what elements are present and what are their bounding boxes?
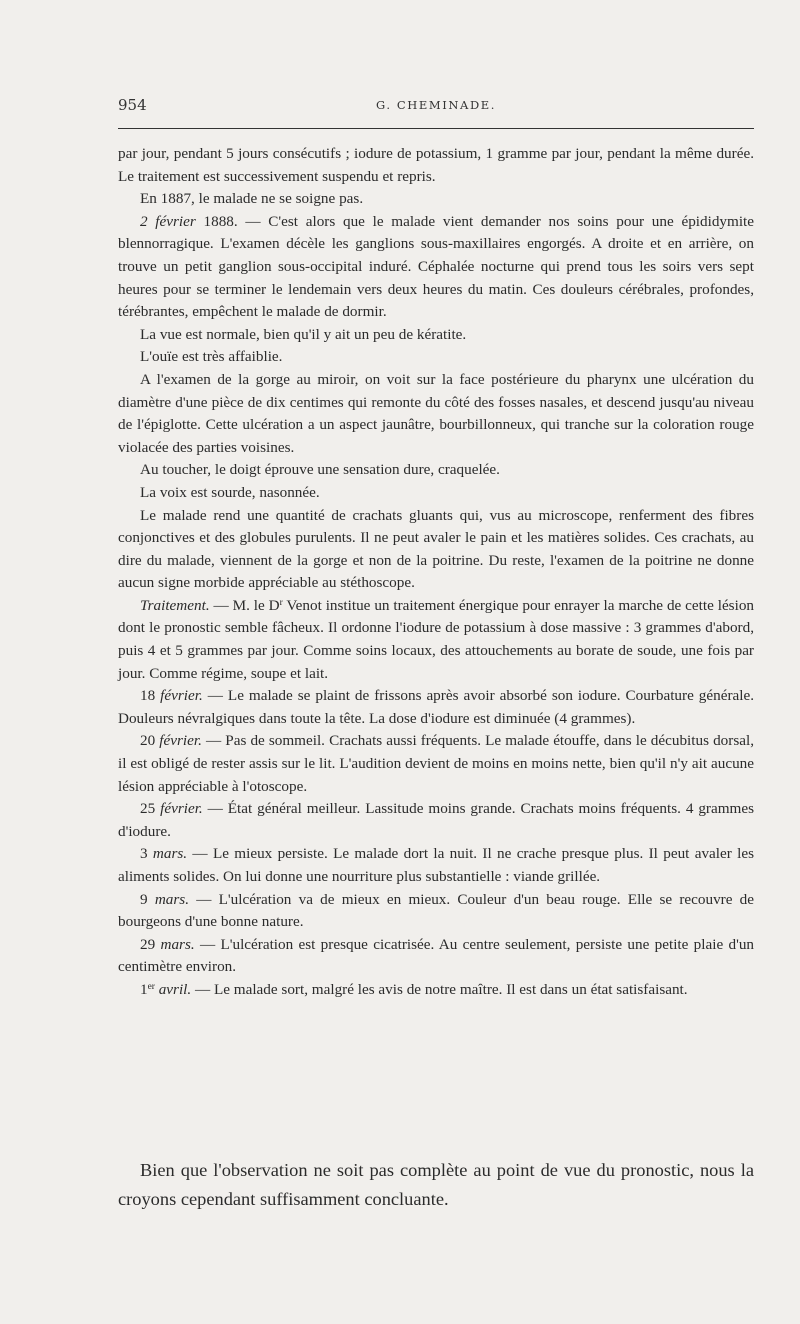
page-header bbox=[118, 96, 754, 120]
paragraph: Traitement. — M. le $D^r$ Venot institue un traitement énergique pour enrayer la marche de cette lésion dont le pronostic semble fâcheux. Il ordonne l'iodure de potassium à dose massive : 3 grammes d'abord, puis 4 et 5 grammes par jour. Comme soins locaux, des attouchements au borate de soude, une fois par jour. Comme régime, soupe et lait. bbox=[118, 596, 755, 682]
date-label: mars. bbox=[154, 890, 190, 908]
paragraph: Au toucher, le doigt éprouve une sensation dure, craquelée. bbox=[140, 461, 500, 479]
date-label: février. bbox=[160, 800, 203, 818]
date-label: mars. bbox=[160, 935, 195, 953]
date-label: avril. bbox=[154, 980, 192, 998]
paragraph: A l'examen de la gorge au miroir, on voit sur la face postérieure du pharynx une ulcération du diamètre d'une pièce de dix centimes qui remonte du côté des fosses nasales, et descend jusqu'au niveau de l'épiglotte. Cette ulcération a un aspect jaunâtre, bourbillonneux, qui tranche sur la coloration rouge violacée des parties voisines. bbox=[118, 370, 754, 456]
paragraph: Le malade rend une quantité de crachats gluants qui, vus au microscope, renferment des fibres conjonctives et des globules purulents. Il ne peut avaler le pain et les matières solides. Ces crachats, au dire du malade, viennent de la gorge et non de la poitrine. Du reste, l'examen de la poitrine ne donne aucun signe morbide appréciable au stéthoscope. bbox=[118, 506, 754, 592]
conclusion-paragraph: Bien que l'observation ne soit pas complète au point de vue du pronostic, nous la croyons cependant suffisamment concluante. bbox=[118, 1160, 754, 1209]
paragraph: 20 février. — Pas de sommeil. Crachats aussi fréquents. Le malade étouffe, dans le décubitus dorsal, il est obligé de rester assis sur le lit. L'audition devient de moins en moins nette, bien qu'il n'y ait aucune lésion appréciable à l'otoscope. bbox=[118, 732, 754, 795]
date-label: 2 février bbox=[140, 212, 196, 230]
header-rule bbox=[118, 128, 754, 129]
date-label: février. bbox=[160, 687, 203, 705]
paragraph: par jour, pendant 5 jours consécutifs ; iodure de potassium, 1 gramme par jour, pendant la même durée. Le traitement est successivement suspendu et repris. bbox=[118, 145, 754, 185]
paragraph: 2 février 1888. — C'est alors que le malade vient demander nos soins pour une épididymite blennorragique. L'examen décèle les ganglions sous-maxillaires engorgés. A droite et en arrière, on trouve un petit ganglion sous-occipital induré. Céphalée nocturne qui prend tous les soirs vers sept heures pour se terminer le lendemain vers deux heures du matin. Ces douleurs cérébrales, profondes, térébrantes, empêchent le malade de dormir. bbox=[118, 212, 754, 321]
paragraph: En 1887, le malade ne se soigne pas. bbox=[140, 190, 364, 208]
running-head: G. CHEMINADE. bbox=[375, 98, 497, 112]
section-label: Traitement. bbox=[140, 596, 210, 614]
paragraph: 1er avril. — Le malade sort, malgré les avis de notre maître. Il est dans un état satisfaisant. bbox=[140, 980, 688, 998]
paragraph: L'ouïe est très affaiblie. bbox=[140, 348, 283, 366]
body-text bbox=[118, 143, 754, 1002]
paragraph: 25 février. — État général meilleur. Lassitude moins grande. Crachats moins fréquents. 4 grammes d'iodure. bbox=[118, 800, 755, 840]
conclusion-text bbox=[118, 1156, 754, 1214]
paragraph: La voix est sourde, nasonnée. bbox=[140, 483, 320, 501]
paragraph: 18 février. — Le malade se plaint de frissons après avoir absorbé son iodure. Courbature générale. Douleurs névralgiques dans toute la tête. La dose d'iodure est diminuée (4 grammes). bbox=[118, 687, 755, 727]
paragraph: 3 mars. — Le mieux persiste. Le malade dort la nuit. Il ne crache presque plus. Il peut avaler les aliments solides. On lui donne une nourriture plus substantielle : viande grillée. bbox=[118, 845, 754, 885]
date-label: mars. bbox=[152, 845, 188, 863]
paragraph: 9 mars. — L'ulcération va de mieux en mieux. Couleur d'un beau rouge. Elle se recouvre de bourgeons d'une bonne nature. bbox=[118, 890, 755, 931]
page-number: 954 bbox=[118, 96, 147, 114]
paragraph: 29 mars. — L'ulcération est presque cicatrisée. Au centre seulement, persiste une petite plaie d'un centimètre environ. bbox=[118, 935, 755, 976]
date-label: février. bbox=[159, 732, 202, 750]
paragraph: La vue est normale, bien qu'il y ait un peu de kératite. bbox=[140, 325, 467, 343]
